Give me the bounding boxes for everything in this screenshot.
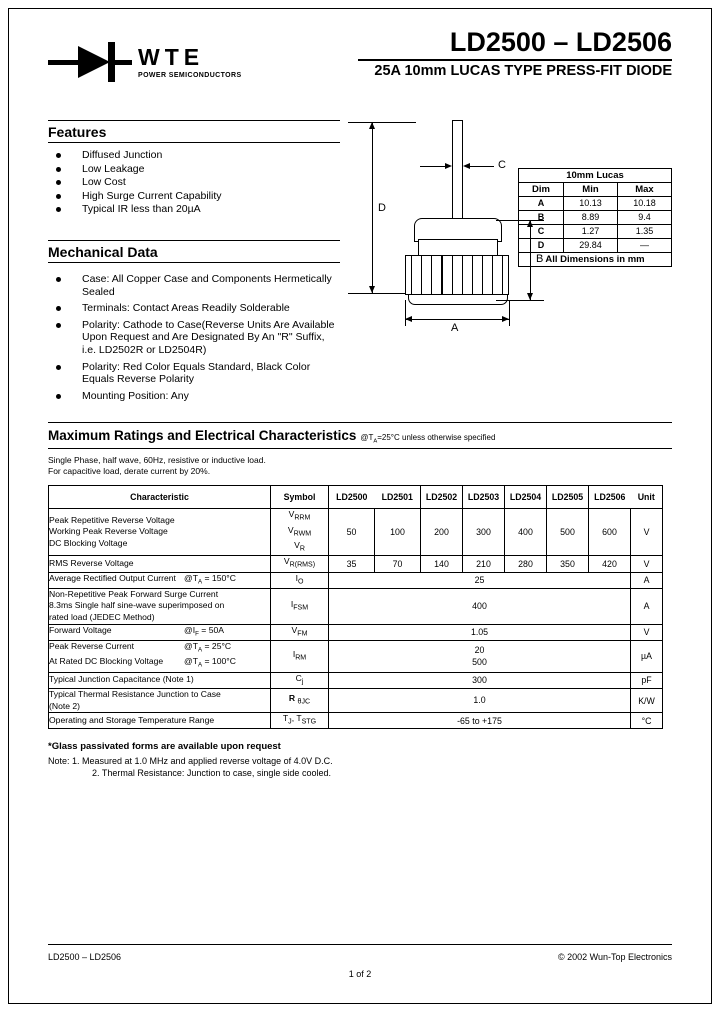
dim-max: 9.4 bbox=[617, 211, 671, 225]
row-characteristic bbox=[49, 624, 271, 640]
row-characteristic: RMS Reverse Voltage bbox=[49, 556, 271, 572]
company-logo bbox=[48, 28, 348, 82]
table-row bbox=[519, 169, 672, 183]
page-subtitle: 25A 10mm LUCAS TYPE PRESS-FIT DIODE bbox=[374, 63, 672, 80]
value-cell: 400 bbox=[329, 588, 631, 624]
dim-col-header: Min bbox=[563, 183, 617, 197]
mechanical-heading: Mechanical Data bbox=[48, 240, 340, 263]
logo-tagline: POWER SEMICONDUCTORS bbox=[138, 71, 242, 79]
list-item: Low Cost bbox=[48, 176, 340, 189]
row-symbol: $V_{R(RMS)}$ bbox=[271, 556, 329, 572]
dim-label-c: C bbox=[498, 159, 506, 171]
d-arrow-up bbox=[369, 122, 375, 129]
table-row bbox=[49, 672, 663, 688]
value-cell: 600 bbox=[589, 509, 631, 556]
dim-min: 10.13 bbox=[563, 197, 617, 211]
char-line: (Note 2) bbox=[49, 700, 81, 711]
footer-page-number: 1 of 2 bbox=[348, 969, 372, 979]
dim-label-d: D bbox=[378, 202, 386, 214]
value-cell: 500 bbox=[547, 509, 589, 556]
note-2: 2. Thermal Resistance: Junction to case, single side cooled. bbox=[92, 768, 331, 779]
mechanical-section bbox=[48, 240, 340, 402]
col-header-characteristic: Characteristic bbox=[49, 486, 271, 509]
dim-max: 1.35 bbox=[617, 225, 671, 239]
char-condition: $@T_A = 100^\circ C$ bbox=[184, 656, 236, 669]
a-dim-line bbox=[405, 319, 509, 320]
table-row bbox=[519, 239, 672, 253]
unit-cell: V bbox=[631, 509, 663, 556]
list-item: Polarity: Red Color Equals Standard, Black Color Equals Reverse Polarity bbox=[48, 361, 340, 386]
footer-left: LD2500 – LD2506 bbox=[48, 952, 122, 962]
dim-cell: A bbox=[519, 197, 564, 211]
package-base bbox=[408, 294, 508, 305]
list-item: High Surge Current Capability bbox=[48, 190, 340, 203]
col-header-ld2505: LD2505 bbox=[547, 486, 589, 509]
value-cell: 420 bbox=[589, 556, 631, 572]
a-arrow-right bbox=[502, 316, 509, 322]
features-list bbox=[48, 149, 340, 216]
value-cell: 350 bbox=[547, 556, 589, 572]
table-row bbox=[49, 688, 663, 712]
dim-min: 8.89 bbox=[563, 211, 617, 225]
dim-table-title: 10mm Lucas bbox=[519, 169, 672, 183]
char-line: 8.3ms Single half sine-wave superimposed on bbox=[49, 600, 225, 611]
a-right-extension bbox=[509, 300, 510, 326]
unit-cell: µA bbox=[631, 640, 663, 672]
dim-label-b: B bbox=[536, 253, 544, 265]
value-cell: 1.0 bbox=[329, 688, 631, 712]
c-arrow-left bbox=[463, 163, 470, 169]
list-item: Diffused Junction bbox=[48, 149, 340, 162]
title-block bbox=[348, 28, 672, 80]
value-cell: 210 bbox=[463, 556, 505, 572]
table-row bbox=[49, 640, 663, 672]
ratings-title: Maximum Ratings and Electrical Characteristics bbox=[48, 428, 357, 444]
page-header bbox=[48, 28, 672, 106]
table-row bbox=[519, 183, 672, 197]
c-right-line bbox=[468, 166, 494, 167]
glass-note: *Glass passivated forms are available upon request bbox=[48, 741, 281, 753]
b-arrow-down bbox=[527, 293, 533, 300]
table-row bbox=[519, 225, 672, 239]
char-line: Typical Thermal Resistance Junction to Case bbox=[49, 688, 221, 699]
char-line: rated load (JEDEC Method) bbox=[49, 612, 155, 623]
unit-cell: A bbox=[631, 588, 663, 624]
char-condition: $@T_A = 150^\circ C$ bbox=[184, 572, 236, 586]
features-section bbox=[48, 120, 340, 216]
d-top-extension bbox=[348, 122, 416, 123]
char-line: Average Rectified Output Current bbox=[49, 572, 176, 583]
c-left-line bbox=[420, 166, 446, 167]
dim-cell: B bbox=[519, 211, 564, 225]
row-symbol: $C_j$ bbox=[271, 672, 329, 688]
row-symbol: R $_{\theta JC}$ bbox=[271, 688, 329, 712]
row-symbol: $I_{RM}$ bbox=[271, 640, 329, 672]
value-cell: 100 bbox=[375, 509, 421, 556]
value-cell bbox=[329, 640, 631, 672]
value-cell: 400 bbox=[505, 509, 547, 556]
list-item: Mounting Position: Any bbox=[48, 390, 340, 403]
row-symbol: $I_{FSM}$ bbox=[271, 588, 329, 624]
symbol-line: $V_{RRM}$ bbox=[288, 509, 311, 523]
lead-wire bbox=[452, 120, 463, 234]
symbol-line: $V_R$ bbox=[294, 539, 305, 553]
page-title: LD2500 – LD2506 bbox=[449, 27, 672, 57]
page-content bbox=[48, 28, 672, 779]
table-row bbox=[49, 713, 663, 729]
c-arrow-right bbox=[445, 163, 452, 169]
value-cell: 280 bbox=[505, 556, 547, 572]
value-cell: 50 bbox=[329, 509, 375, 556]
table-row bbox=[49, 572, 663, 588]
ratings-condition: $@T_A=25^\circ C$ unless otherwise specified bbox=[360, 433, 496, 445]
row-characteristic bbox=[49, 572, 271, 588]
char-line: At Rated DC Blocking Voltage bbox=[49, 656, 164, 667]
list-item: Case: All Copper Case and Components Hermetically Sealed bbox=[48, 273, 340, 298]
ratings-divider bbox=[48, 448, 672, 449]
table-row bbox=[519, 197, 672, 211]
col-header-unit: Unit bbox=[631, 486, 663, 509]
char-line: Non-Repetitive Peak Forward Surge Current bbox=[49, 588, 219, 599]
ratings-note-line: Single Phase, half wave, 60Hz, resistive or inductive load. bbox=[48, 455, 266, 466]
footnotes bbox=[48, 741, 672, 779]
a-arrow-left bbox=[405, 316, 412, 322]
features-and-drawing bbox=[48, 106, 672, 406]
footer-right: © 2002 Wun-Top Electronics bbox=[557, 952, 672, 962]
char-line: Forward Voltage bbox=[49, 624, 112, 635]
col-header-ld2506: LD2506 bbox=[589, 486, 631, 509]
unit-cell: V bbox=[631, 556, 663, 572]
value-cell: -65 to +175 bbox=[329, 713, 631, 729]
note-1: Note: 1. Measured at 1.0 MHz and applied reverse voltage of 4.0V D.C. bbox=[48, 756, 333, 767]
char-line: Peak Repetitive Reverse Voltage bbox=[49, 514, 175, 525]
table-row bbox=[49, 556, 663, 572]
dim-min: 1.27 bbox=[563, 225, 617, 239]
value-cell: 200 bbox=[421, 509, 463, 556]
dim-table-footer: All Dimensions in mm bbox=[519, 253, 672, 267]
col-header-symbol: Symbol bbox=[271, 486, 329, 509]
dimension-table bbox=[518, 168, 672, 267]
package-knurl bbox=[405, 255, 509, 295]
row-characteristic: Typical Junction Capacitance (Note 1) bbox=[49, 672, 271, 688]
value-cell: 35 bbox=[329, 556, 375, 572]
row-characteristic bbox=[49, 588, 271, 624]
row-characteristic bbox=[49, 640, 271, 672]
table-row bbox=[519, 211, 672, 225]
row-symbol bbox=[271, 509, 329, 556]
char-line: Working Peak Reverse Voltage bbox=[49, 526, 168, 537]
unit-cell: V bbox=[631, 624, 663, 640]
table-header-row bbox=[49, 486, 663, 509]
col-header-ld2502: LD2502 bbox=[421, 486, 463, 509]
dim-col-header: Max bbox=[617, 183, 671, 197]
char-condition: $@I_F = 50A$ bbox=[184, 624, 224, 638]
row-characteristic bbox=[49, 509, 271, 556]
char-line: Peak Reverse Current bbox=[49, 640, 135, 651]
value-cell: 300 bbox=[463, 509, 505, 556]
table-row bbox=[49, 588, 663, 624]
ratings-table bbox=[48, 485, 663, 729]
col-header-ld2501: LD2501 bbox=[375, 486, 421, 509]
row-symbol: $I_O$ bbox=[271, 572, 329, 588]
dim-max: 10.18 bbox=[617, 197, 671, 211]
ratings-notes bbox=[48, 455, 672, 477]
row-symbol: $T_J$, $T_{STG}$ bbox=[271, 713, 329, 729]
logo-wordmark: WTE bbox=[138, 43, 205, 70]
a-left-extension bbox=[405, 300, 406, 326]
b-bottom-extension bbox=[496, 300, 544, 301]
page-footer bbox=[48, 944, 672, 979]
dim-min: 29.84 bbox=[563, 239, 617, 253]
dim-max: — bbox=[617, 239, 671, 253]
title-divider bbox=[358, 59, 672, 61]
unit-cell: pF bbox=[631, 672, 663, 688]
col-header-ld2500: LD2500 bbox=[329, 486, 375, 509]
row-characteristic bbox=[49, 688, 271, 712]
unit-cell: K/W bbox=[631, 688, 663, 712]
value-cell: 300 bbox=[329, 672, 631, 688]
row-symbol: $V_{FM}$ bbox=[271, 624, 329, 640]
mechanical-list bbox=[48, 273, 340, 402]
dim-label-a: A bbox=[451, 322, 459, 334]
list-item: Typical IR less than 20µA bbox=[48, 203, 340, 216]
unit-cell: °C bbox=[631, 713, 663, 729]
value-line: 500 bbox=[472, 657, 487, 668]
col-header-ld2504: LD2504 bbox=[505, 486, 547, 509]
ratings-header bbox=[48, 422, 672, 449]
list-item: Terminals: Contact Areas Readily Solderable bbox=[48, 302, 340, 315]
d-dim-line bbox=[372, 122, 373, 293]
col-header-ld2503: LD2503 bbox=[463, 486, 505, 509]
table-row bbox=[49, 509, 663, 556]
symbol-line: $V_{RWM}$ bbox=[287, 524, 312, 538]
char-line: DC Blocking Voltage bbox=[49, 538, 128, 549]
table-row bbox=[519, 253, 672, 267]
list-item: Polarity: Cathode to Case(Reverse Units Are Available Upon Request and Are Designated By An "R" Suffix, i.e. LD2502R or LD2504R) bbox=[48, 319, 340, 357]
d-arrow-down bbox=[369, 286, 375, 293]
ratings-note-line: For capacitive load, derate current by 20%. bbox=[48, 466, 211, 477]
table-row bbox=[49, 624, 663, 640]
diode-symbol-icon bbox=[48, 42, 134, 82]
features-heading: Features bbox=[48, 120, 340, 143]
list-item: Low Leakage bbox=[48, 163, 340, 176]
row-characteristic: Operating and Storage Temperature Range bbox=[49, 713, 271, 729]
value-cell: 140 bbox=[421, 556, 463, 572]
value-cell: 70 bbox=[375, 556, 421, 572]
value-line: 20 bbox=[474, 644, 485, 655]
dim-col-header: Dim bbox=[519, 183, 564, 197]
value-cell: 25 bbox=[329, 572, 631, 588]
char-condition: $@T_A = 25^\circ C$ bbox=[184, 640, 232, 654]
value-cell: 1.05 bbox=[329, 624, 631, 640]
dim-cell: C bbox=[519, 225, 564, 239]
dim-cell: D bbox=[519, 239, 564, 253]
unit-cell: A bbox=[631, 572, 663, 588]
